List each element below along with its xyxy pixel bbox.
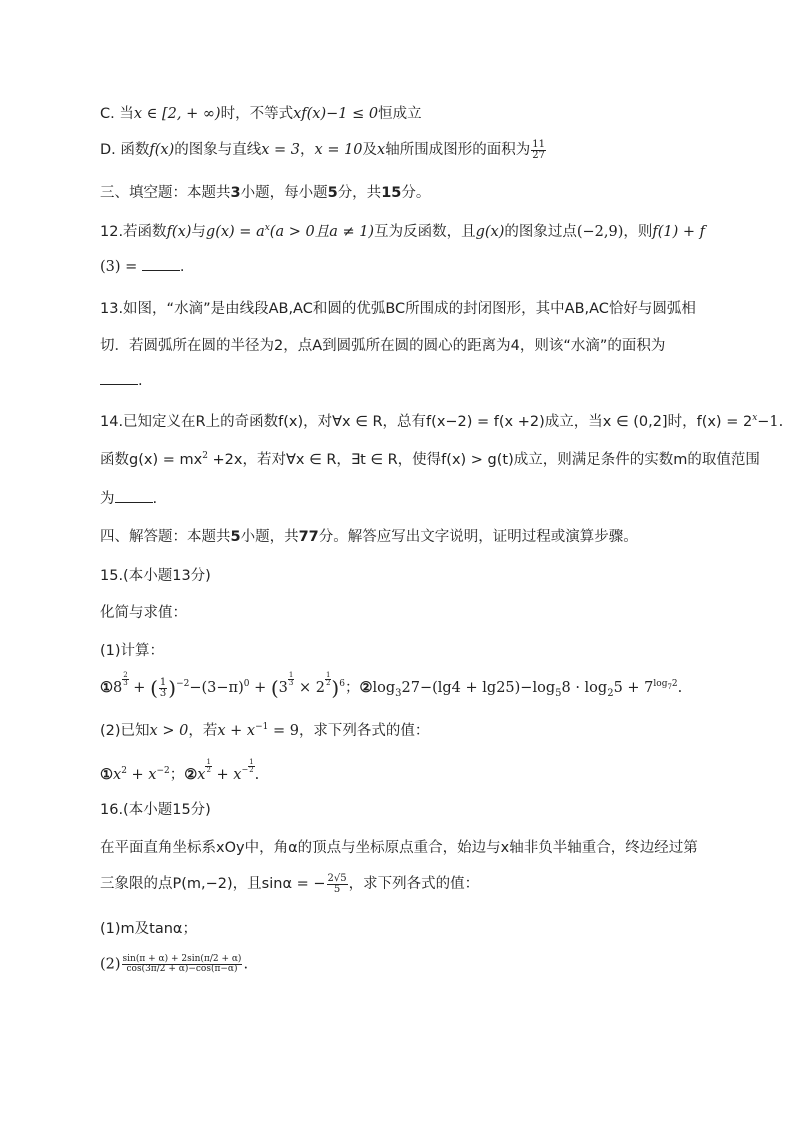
q14-text3: 为	[100, 491, 115, 507]
option-c	[100, 102, 422, 123]
section-3-end: 分。	[401, 185, 431, 201]
answer-blank	[115, 490, 153, 503]
question-15-intro: 化简与求值：	[100, 605, 187, 621]
q12-text3: 的图象过点	[504, 224, 577, 240]
exp-num: 1	[288, 671, 294, 679]
question-13-line2: 切．若圆弧所在圆的半径为2，点A到圆弧所在圆的圆心的距离为4，则该“水滴”的面积为	[100, 338, 666, 354]
log-expr: 27−(lg4 + lg25)−log	[401, 680, 556, 696]
option-d-tail: 轴所围成图形的面积为	[385, 142, 531, 158]
separator: ；	[344, 680, 360, 696]
exp-num: 1	[206, 758, 211, 766]
fraction-1-3	[159, 678, 167, 699]
q12-point: (−2,9)	[576, 224, 624, 240]
question-16-part1: (1)m及tanα；	[100, 921, 197, 937]
paren-close: )	[168, 676, 177, 700]
q15-equation: x + x	[217, 723, 256, 739]
circle-number-1: ①	[100, 679, 113, 696]
option-c-tail: 恒成立	[378, 106, 422, 122]
q12-expression-cont: (3) =	[100, 259, 138, 275]
q16-big-fraction	[122, 955, 243, 974]
section-4-count: 5	[230, 529, 241, 545]
q14-exponent: x	[752, 413, 758, 424]
fraction-numerator: 1	[159, 676, 167, 688]
log-expr-3: 5 + 7	[613, 680, 654, 696]
paren-open-2: (	[270, 676, 279, 700]
log-label: log	[372, 680, 396, 696]
q12-expression: f(1) + f	[652, 224, 706, 240]
question-16-line1: 在平面直角坐标系xOy中，角α的顶点与坐标原点重合，始边与x轴非负半轴重合，终边经过第	[100, 840, 698, 856]
option-c-text: 时，不等式	[220, 106, 294, 122]
exp-num: 2	[123, 671, 128, 679]
question-16-title: 16.(本小题15分)	[100, 802, 211, 818]
fraction-denominator: 3	[159, 687, 167, 699]
section-4-end: 分。解答应写出文字说明，证明过程或演算步骤。	[318, 529, 638, 545]
circle-number-2: ②	[184, 766, 198, 783]
log-base-2: 2	[607, 687, 614, 699]
exponent-0: 0	[243, 679, 250, 690]
exp-den: 3	[123, 679, 128, 687]
q12-and: 与	[191, 224, 206, 240]
log-sup: log	[653, 679, 668, 690]
option-d-text: 的图象与直线	[174, 142, 262, 158]
exponent-2: 2	[121, 766, 127, 777]
option-c-expression: xf(x)−1 ≤ 0	[293, 106, 379, 122]
plus-sign-2: +	[249, 680, 271, 696]
section-3-text2: 小题，每小题	[240, 185, 328, 201]
question-16-line2	[100, 872, 479, 895]
plus-sign: +	[128, 680, 151, 696]
option-d	[100, 138, 547, 161]
exp-den: 2	[206, 766, 211, 774]
option-d-line1: x = 3	[261, 142, 301, 158]
section-3-count: 3	[230, 185, 241, 201]
base-3: 3	[278, 680, 288, 696]
fraction-denominator: 27	[532, 149, 545, 161]
q12-gx-def: g(x) = a	[205, 224, 265, 240]
section-3-total: 15	[381, 185, 402, 201]
fraction-numerator: 2√5	[327, 872, 347, 884]
section-4-total: 77	[298, 529, 319, 545]
option-c-label: C. 当	[100, 106, 134, 122]
log-expr-2: 8 · log	[561, 680, 608, 696]
q16-text: 三象限的点P(m,−2)，且sinα = −	[100, 876, 326, 892]
question-16-part2	[100, 955, 248, 974]
option-d-and: 及	[362, 142, 378, 158]
option-d-label: D. 函数	[100, 142, 150, 158]
q12-end: .	[179, 259, 185, 275]
exponent-6: 6	[339, 679, 345, 690]
question-15-subparts	[100, 759, 259, 784]
q15-condition: x > 0	[149, 723, 189, 739]
q14-text2b: +2x，若对∀x ∈ R，∃t ∈ R，使得f(x) > g(t)成立，则满足条件的实数m的取值范围	[207, 452, 760, 468]
q12-fx: f(x)	[166, 224, 192, 240]
q12-gx: g(x)	[475, 224, 505, 240]
period: .	[243, 956, 249, 973]
fraction-numerator: 11	[532, 138, 545, 150]
exponent-neg2: −2	[176, 679, 190, 690]
question-13-line3	[100, 372, 143, 389]
times-2: × 2	[294, 680, 325, 696]
q14-text2a: 函数g(x) = mx	[100, 452, 203, 468]
var-x: x	[113, 767, 122, 783]
log-base-5: 5	[555, 687, 562, 699]
question-14-line3	[100, 487, 157, 508]
q16-part2-label: (2)	[100, 956, 121, 973]
separator: ；	[169, 767, 185, 783]
log-sup-arg: 2	[671, 679, 678, 690]
exp-den: 3	[288, 679, 294, 687]
q16-text2: ，求下列各式的值：	[348, 876, 480, 892]
period: .	[254, 767, 260, 783]
section-3-text3: 分，共	[337, 185, 382, 201]
exp-den: 2	[249, 766, 254, 774]
q14-tail: −1.	[757, 414, 784, 430]
q15-text: ，若	[188, 723, 218, 739]
section-3-points: 5	[327, 185, 338, 201]
q13-end: .	[138, 373, 143, 389]
section-3-heading	[100, 181, 430, 202]
fraction-denominator: cos(3π/2 + α)−cos(π−α)	[126, 964, 238, 974]
question-15-part2	[100, 719, 429, 740]
exp-den: 2	[325, 679, 331, 687]
section-4-heading	[100, 525, 638, 546]
paren-close-2: )	[331, 676, 340, 700]
circle-number-2: ②	[359, 679, 373, 696]
q15-exponent: −1	[255, 722, 269, 733]
option-d-axis: x	[377, 142, 386, 158]
question-12-line1	[100, 220, 705, 241]
fraction-numerator: sin(π + α) + 2sin(π/2 + α)	[122, 954, 242, 964]
expr-pi: −(3−π)	[189, 680, 244, 696]
question-14-line2	[100, 448, 760, 469]
question-14-line1	[100, 410, 783, 431]
option-d-fx: f(x)	[149, 142, 175, 158]
q15-text2: ，求下列各式的值：	[298, 723, 430, 739]
expr-base-8: 8	[113, 680, 123, 696]
option-d-comma: ，	[300, 142, 315, 158]
q14-text1: 14.已知定义在R上的奇函数f(x)，对∀x ∈ R，总有f(x−2) = f(x +2)成立，当x ∈ (0,2]时，f(x) = 2	[100, 414, 753, 430]
exp-num: 1	[249, 758, 254, 766]
answer-blank	[142, 258, 180, 271]
exp-num: 1	[325, 671, 331, 679]
option-c-condition: x ∈ [2, + ∞)	[133, 106, 221, 122]
q14-end: .	[152, 491, 158, 507]
section-4-text2: 小题，共	[240, 529, 299, 545]
q12-condition: (a > 0且a ≠ 1)	[269, 224, 375, 240]
neg-sign: −	[241, 765, 249, 774]
log-sup-base: 7	[667, 682, 672, 691]
answer-blank	[100, 372, 138, 385]
exponent-neg2: −2	[156, 766, 170, 777]
paren-open: (	[150, 676, 158, 700]
section-4-text: 四、解答题：本题共	[100, 529, 231, 545]
question-15-expressions	[100, 672, 682, 700]
log-base-3: 3	[395, 687, 402, 699]
question-15-part1: (1)计算：	[100, 643, 165, 659]
power-log	[653, 679, 677, 689]
q12-text2: 互为反函数，且	[374, 224, 476, 240]
period: .	[677, 680, 683, 696]
plus-x: + x	[126, 767, 157, 783]
q12-exponent: x	[264, 223, 270, 234]
var-x: x	[197, 767, 206, 783]
question-12-line2	[100, 258, 185, 275]
plus-x: + x	[211, 767, 242, 783]
section-3-text: 三、填空题：本题共	[100, 185, 231, 201]
question-15-title: 15.(本小题13分)	[100, 568, 211, 584]
fraction-2sqrt5-5	[327, 874, 348, 895]
q15-part2-label: (2)已知	[100, 723, 150, 739]
option-d-fraction	[531, 140, 546, 161]
circle-number-1: ①	[100, 766, 113, 783]
q12-text: 12.若函数	[100, 224, 167, 240]
q15-equation-value: = 9	[268, 723, 299, 739]
fraction-denominator: 5	[333, 883, 341, 895]
question-13-line1: 13.如图，“水滴”是由线段AB,AC和圆的优弧BC所围成的封闭图形，其中AB,AC恰好与圆弧相	[100, 301, 696, 317]
q12-then: ，则	[623, 224, 653, 240]
q14-exponent2: 2	[202, 451, 208, 462]
option-d-line2: x = 10	[314, 142, 363, 158]
